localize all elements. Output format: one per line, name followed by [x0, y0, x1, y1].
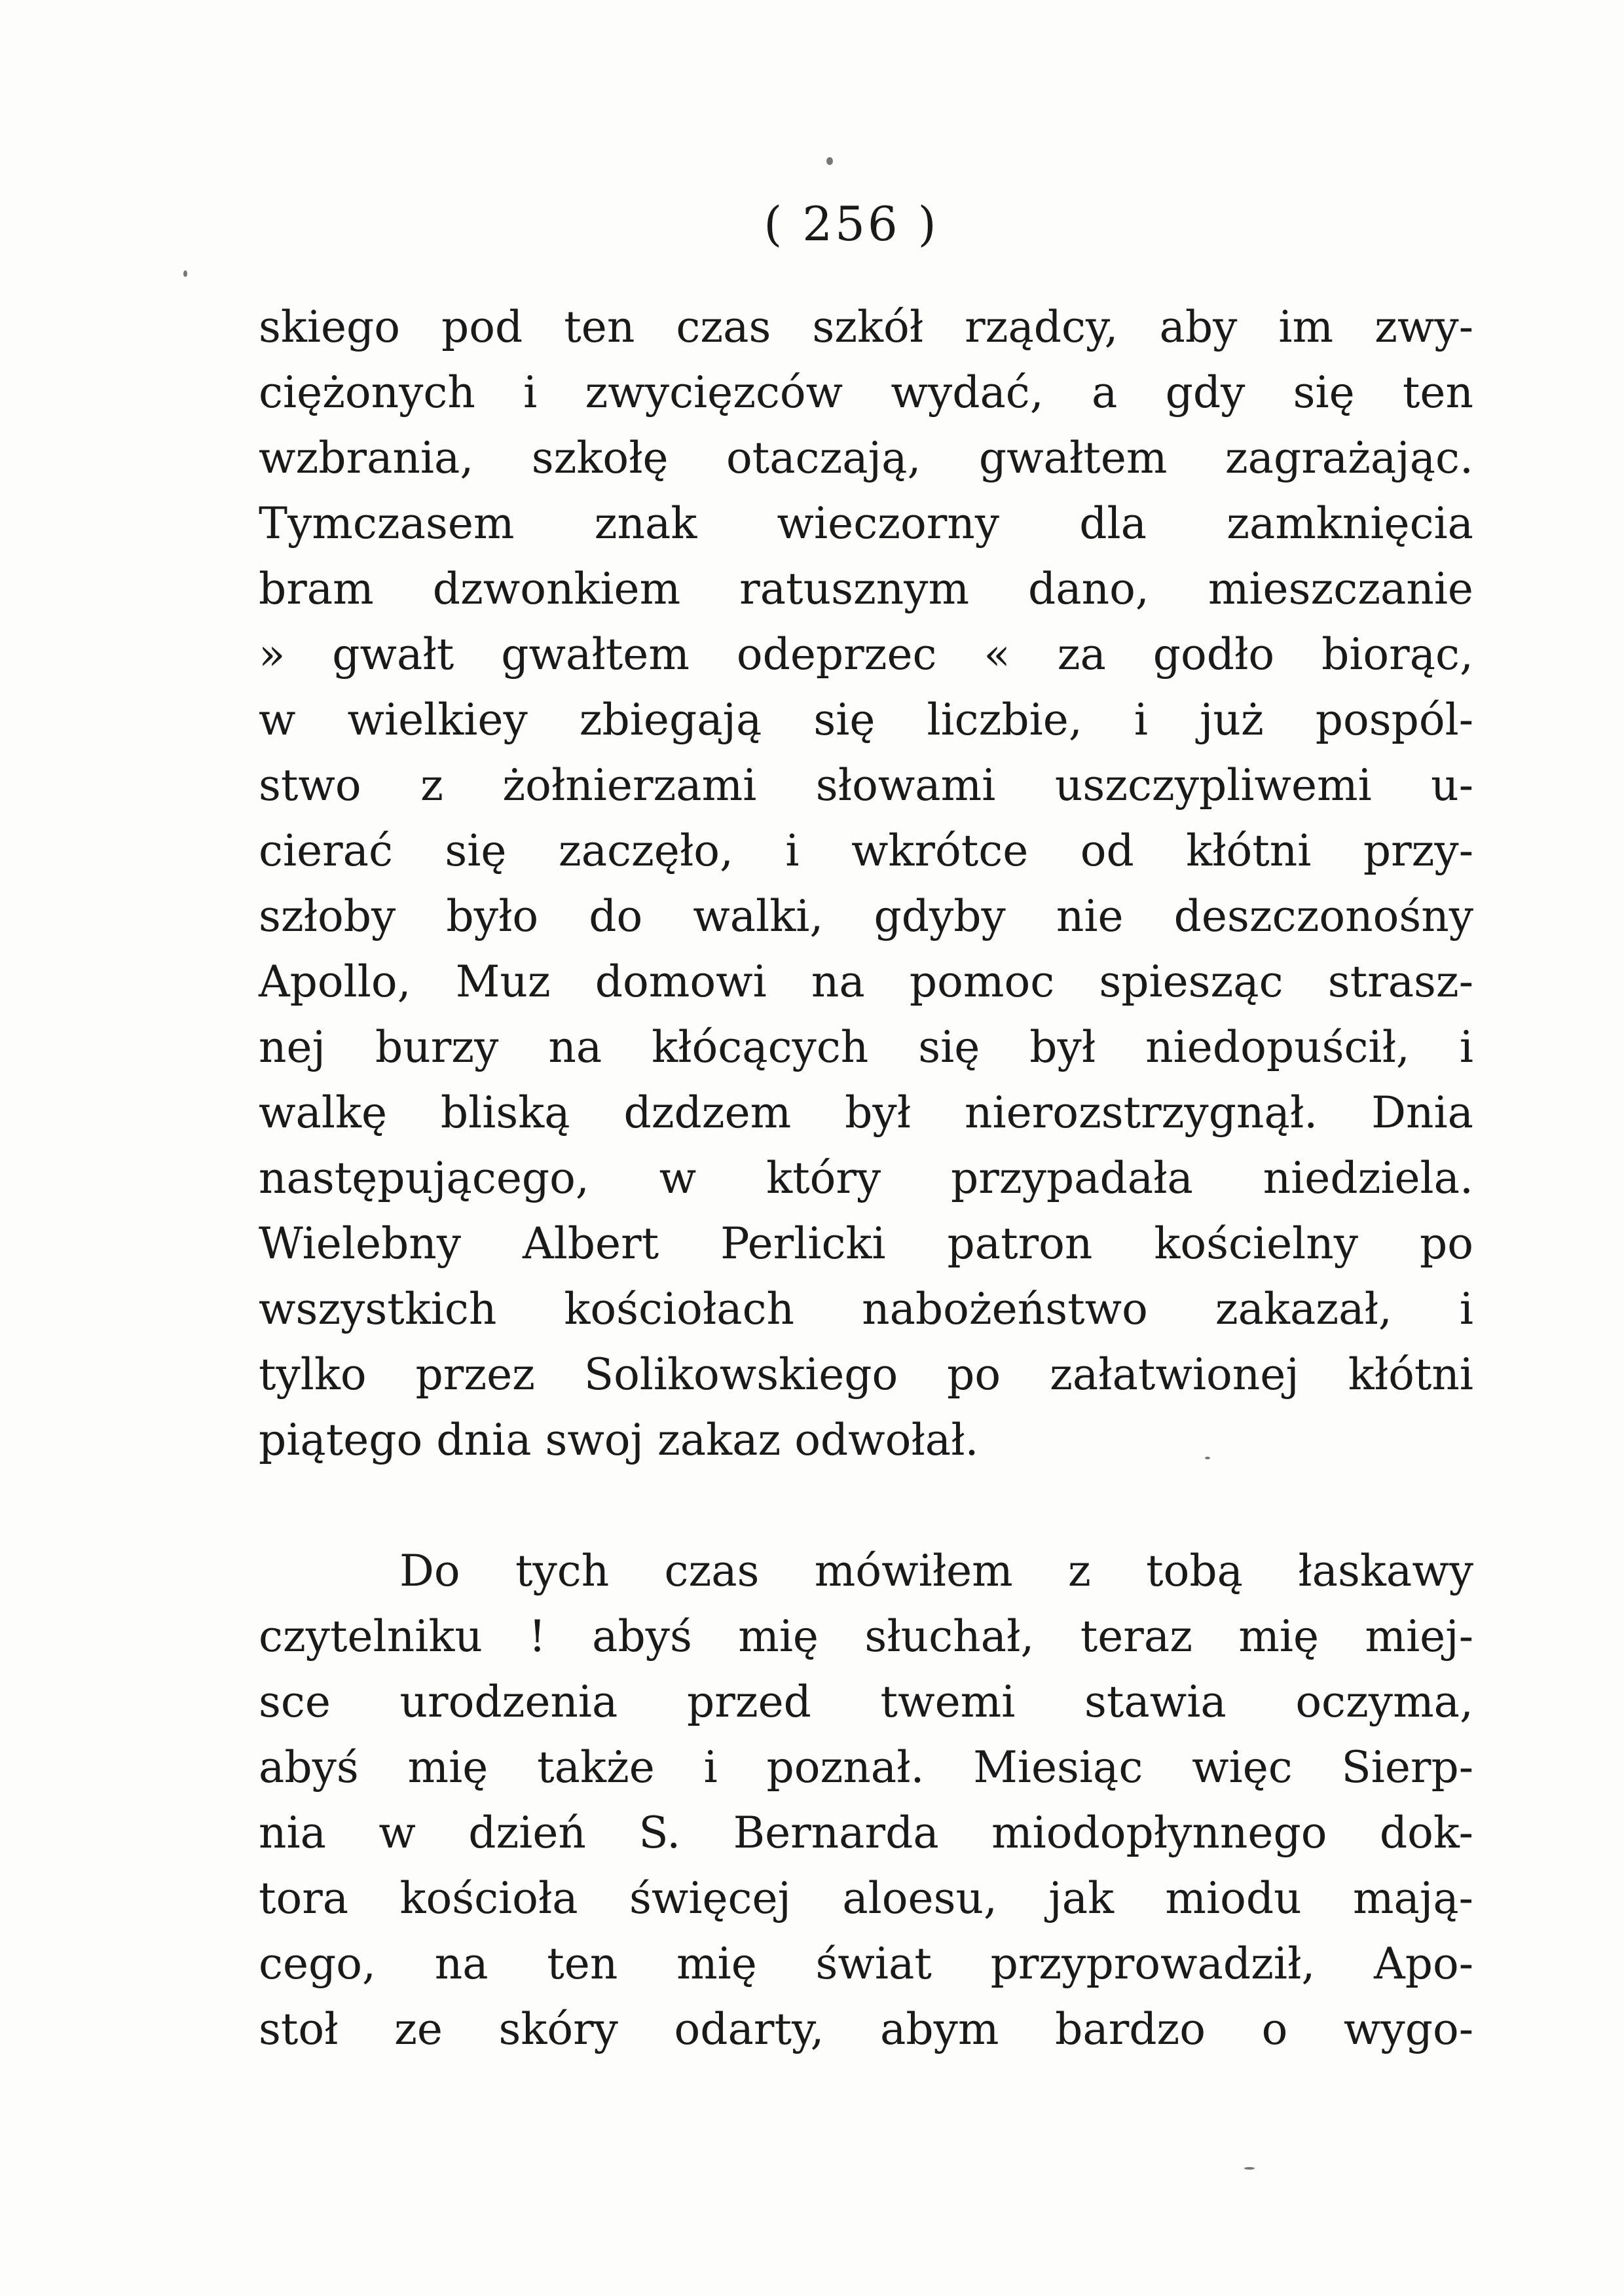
text-line: cego, na ten mię świat przyprowadził, Apo-: [259, 1939, 1473, 1989]
paragraph-1: [259, 295, 1473, 1473]
text-line: sce urodzenia przed twemi stawia oczyma,: [259, 1677, 1473, 1727]
text-line: następującego, w który przypadała niedziela.: [259, 1153, 1473, 1203]
scan-speck: [1244, 2167, 1255, 2170]
paragraph-2: [259, 1539, 1473, 2062]
text-line: tora kościoła święcej aloesu, jak miodu mają-: [259, 1873, 1473, 1923]
text-line: skiego pod ten czas szkół rządcy, aby im zwy-: [259, 302, 1473, 352]
text-line: nej burzy na kłócących się był niedopuścił, i: [259, 1022, 1473, 1072]
text-line: nia w dzień S. Bernarda miodopłynnego dok-: [259, 1808, 1473, 1858]
text-line: » gwałt gwałtem odeprzec « za godło biorąc,: [259, 629, 1473, 680]
page-number: ( 256 ): [764, 196, 939, 251]
text-line: bram dzwonkiem ratusznym dano, mieszczanie: [259, 564, 1473, 614]
text-line: Wielebny Albert Perlicki patron kościelny po: [259, 1218, 1473, 1269]
scan-speck: [183, 270, 187, 277]
text-line: Tymczasem znak wieczorny dla zamknięcia: [259, 498, 1473, 549]
text-line: piątego dnia swoj zakaz odwołał.: [259, 1415, 979, 1465]
text-line: abyś mię także i poznał. Miesiąc więc Sierp-: [259, 1742, 1473, 1793]
text-line: wzbrania, szkołę otaczają, gwałtem zagrażając.: [259, 433, 1473, 483]
text-line: Apollo, Muz domowi na pomoc spiesząc strasz-: [259, 957, 1473, 1007]
text-line: cierać się zaczęło, i wkrótce od kłótni przy-: [259, 826, 1473, 876]
text-line: ciężonych i zwycięzców wydać, a gdy się ten: [259, 367, 1473, 418]
text-line: szłoby było do walki, gdyby nie deszczonośny: [259, 891, 1473, 941]
text-line: czytelniku ! abyś mię słuchał, teraz mię miej-: [259, 1611, 1473, 1662]
text-line: stwo z żołnierzami słowami uszczypliwemi u-: [259, 760, 1473, 811]
text-line: stoł ze skóry odarty, abym bardzo o wygo-: [259, 2004, 1473, 2054]
text-line: tylko przez Solikowskiego po załatwionej kłótni: [259, 1349, 1473, 1400]
scan-speck: [826, 157, 833, 165]
text-line: wszystkich kościołach nabożeństwo zakazał, i: [259, 1284, 1473, 1334]
text-line: Do tych czas mówiłem z tobą łaskawy: [399, 1546, 1473, 1596]
text-line: walkę bliską dzdzem był nierozstrzygnął. Dnia: [259, 1087, 1473, 1138]
text-line: w wielkiey zbiegają się liczbie, i już pospól-: [259, 695, 1473, 745]
